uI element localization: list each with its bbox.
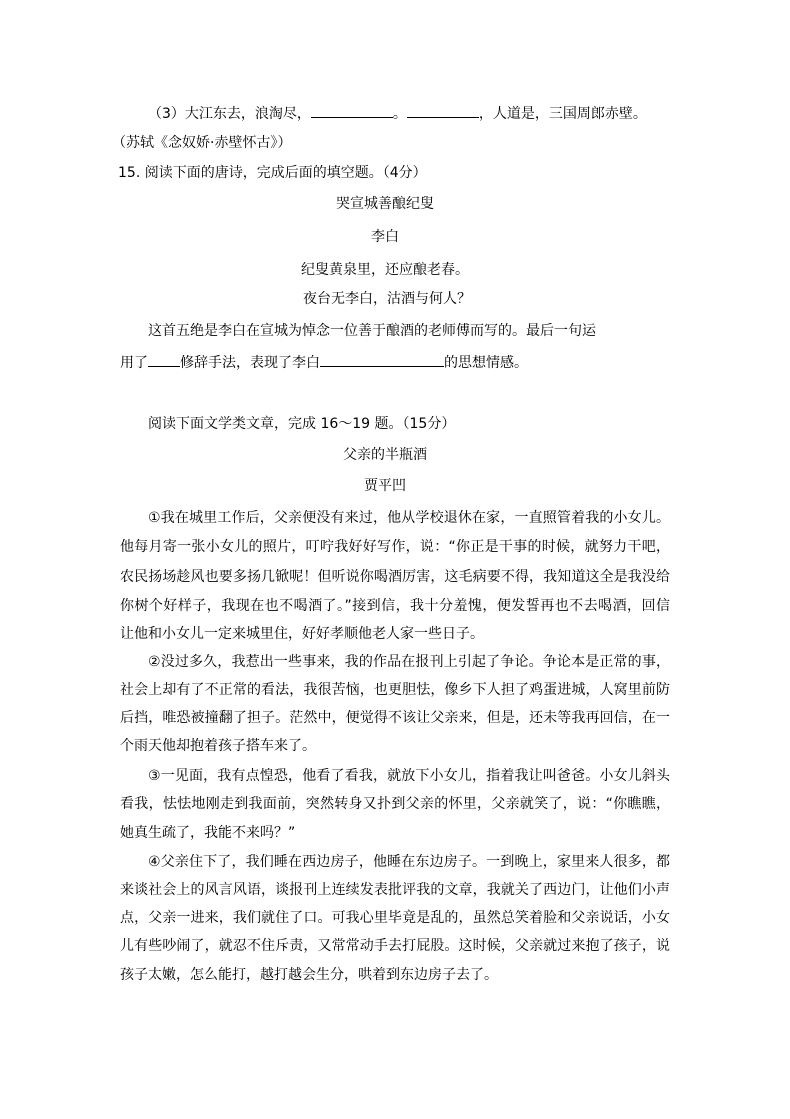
article-title: 父亲的半瓶酒 [343,447,427,463]
q15-prompt: 15. 阅读下面的唐诗，完成后面的填空题。（4分） [118,165,427,181]
reading-prompt: 阅读下面文学类文章，完成 16～19 题。（15分） [148,416,456,432]
fill-blank-2[interactable] [407,103,479,118]
poem-line-2: 夜台无李白，沽酒与何人？ [303,291,471,307]
q14-text-a: （3）大江东去，浪淘尽， [148,106,311,122]
q15-question-line2 [120,352,670,372]
article-line: 点，父亲一进来，我们就住了口。可我心里毕竟是乱的，虽然总笑着脸和父亲说话，小女 [120,910,670,926]
article-line: ④父亲住下了，我们睡在西边房子，他睡在东边房子。一到晚上，家里来人很多，都 [148,854,670,870]
poem-line-1: 纪叟黄泉里，还应酿老春。 [301,262,469,278]
q14-source: （苏轼《念奴娇·赤壁怀古》） [112,135,292,151]
article-line: 个雨天他却抱着孩子搭车来了。 [120,738,316,754]
q15-text-c: 的思想情感。 [444,355,528,371]
q14-item3-line1 [120,103,670,123]
article-line: ①我在城里工作后，父亲便没有来过，他从学校退休在家，一直照管着我的小女儿。 [148,510,670,526]
article-line: 她真生疏了，我能不来吗？” [120,825,296,841]
article-line: 孩子太嫩，怎么能打，越打越会生分，哄着到东边房子去了。 [120,967,498,983]
q15-question-line1: 这首五绝是李白在宣城为悼念一位善于酿酒的老师傅而写的。最后一句运 [148,323,596,339]
article-author: 贾平凹 [364,478,406,494]
article-line: 儿有些吵闹了，就忍不住斥责，又常常动手去打屁股。这时候，父亲就过来抱了孩子，说 [120,938,670,954]
article-line: 他每月寄一张小女儿的照片，叮咛我好好写作，说：“你正是干事的时候，就努力干吧， [120,539,670,555]
fill-blank-emotion[interactable] [320,352,444,367]
article-line: 来谈社会上的风言风语，谈报刊上连续发表批评我的文章，我就关了西边门，让他们小声 [120,882,670,898]
fill-blank-rhetoric[interactable] [148,352,180,367]
q15-text-a: 用了 [120,355,148,371]
article-line: 社会上却有了不正常的看法，我很苦恼，也更胆怯，像乡下人担了鸡蛋进城，人窝里前防 [120,682,670,698]
q14-text-b: 。 [392,106,407,122]
poem-title: 哭宣城善酿纪叟 [336,196,434,212]
article-line: 让他和小女儿一定来城里住，好好孝顺他老人家一些日子。 [120,626,484,642]
article-line: 后挡，唯恐被撞翻了担子。茫然中，便觉得不该让父亲来，但是，还未等我再回信，在一 [120,710,670,726]
q15-text-b: 修辞手法，表现了李白 [180,355,320,371]
article-line: 农民扬场趁风也要多扬几锨呢！但听说你喝酒厉害，这毛病要不得，我知道这全是我没给 [120,569,670,585]
fill-blank-1[interactable] [311,103,393,118]
poem-author: 李白 [371,229,399,245]
article-line: ②没过多久，我惹出一些事来，我的作品在报刊上引起了争论。争论本是正常的事， [148,654,670,670]
article-line: 看我，怯怯地刚走到我面前，突然转身又扑到父亲的怀里，父亲就笑了，说：“你瞧瞧， [120,796,670,812]
q14-text-c: ，人道是，三国周郎赤壁。 [478,106,647,122]
article-line: 你树个好样子，我现在也不喝酒了。”接到信，我十分羞愧，便发誓再也不去喝酒，回信 [120,598,670,614]
article-line: ③一见面，我有点惶恐，他看了看我，就放下小女儿，指着我让叫爸爸。小女儿斜头 [148,768,670,784]
